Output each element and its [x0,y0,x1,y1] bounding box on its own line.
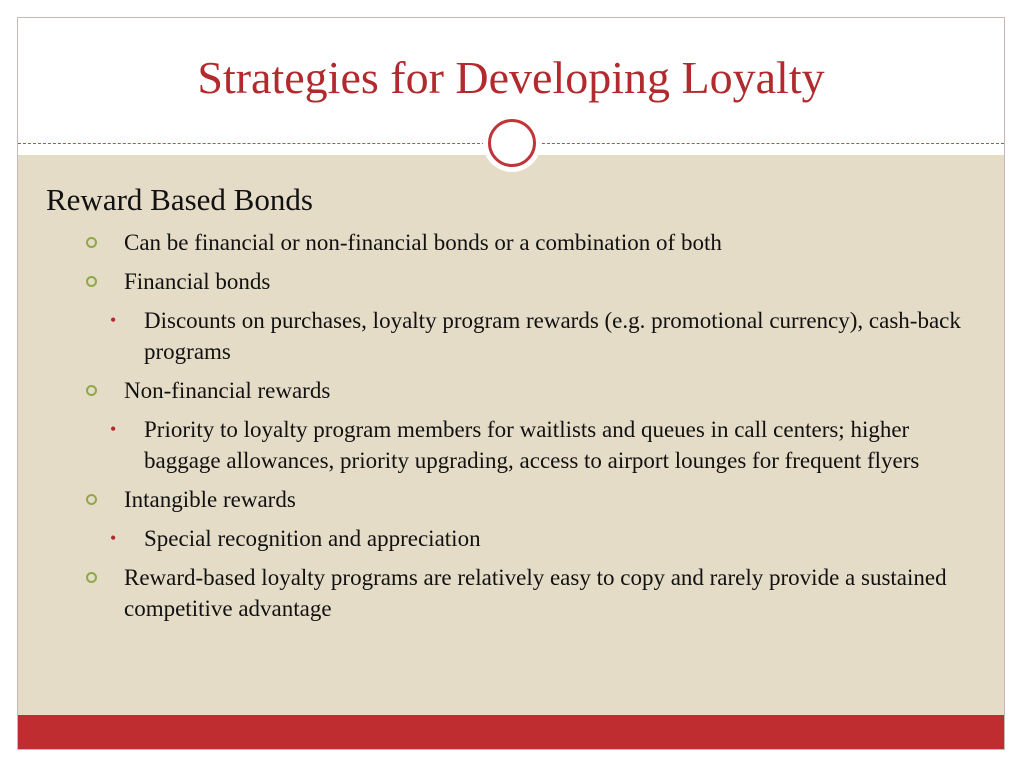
sub-bullet-text: Priority to loyalty program members for waitlists and queues in call centers; higher baggage allowances, priority upgrading, access to airport lounges for frequent flyers [144,417,920,473]
sub-bullet-text: Special recognition and appreciation [144,526,481,551]
dot-bullet-icon: • [110,419,117,439]
bottom-bar [18,715,1004,750]
sub-bullet-item [46,414,966,476]
hollow-circle-bullet-icon [86,385,97,396]
bullet-text: Reward-based loyalty programs are relatively easy to copy and rarely provide a sustained competitive advantage [124,565,947,621]
hollow-circle-bullet-icon [86,237,97,248]
dot-bullet-icon: • [110,528,117,548]
sub-bullet-text: Discounts on purchases, loyalty program rewards (e.g. promotional currency), cash-back programs [144,308,961,364]
bullet-item [46,375,966,406]
hollow-circle-bullet-icon [86,572,97,583]
bullet-item [46,266,966,297]
bullet-item [46,484,966,515]
sub-bullet-item [46,523,966,554]
hollow-circle-bullet-icon [86,276,97,287]
bullet-text: Intangible rewards [124,487,296,512]
bullet-item [46,562,966,624]
bullet-item [46,227,966,258]
ring-ornament-icon [483,114,541,172]
slide [17,17,1005,750]
bullet-text: Financial bonds [124,269,271,294]
bullet-text: Can be financial or non-financial bonds or a combination of both [124,230,722,255]
slide-body [46,181,966,632]
dot-bullet-icon: • [110,310,117,330]
sub-bullet-item [46,305,966,367]
section-heading: Reward Based Bonds [46,182,313,217]
hollow-circle-bullet-icon [86,494,97,505]
ring-inner [488,119,536,167]
slide-title: Strategies for Developing Loyalty [197,52,825,103]
bullet-text: Non-financial rewards [124,378,331,403]
